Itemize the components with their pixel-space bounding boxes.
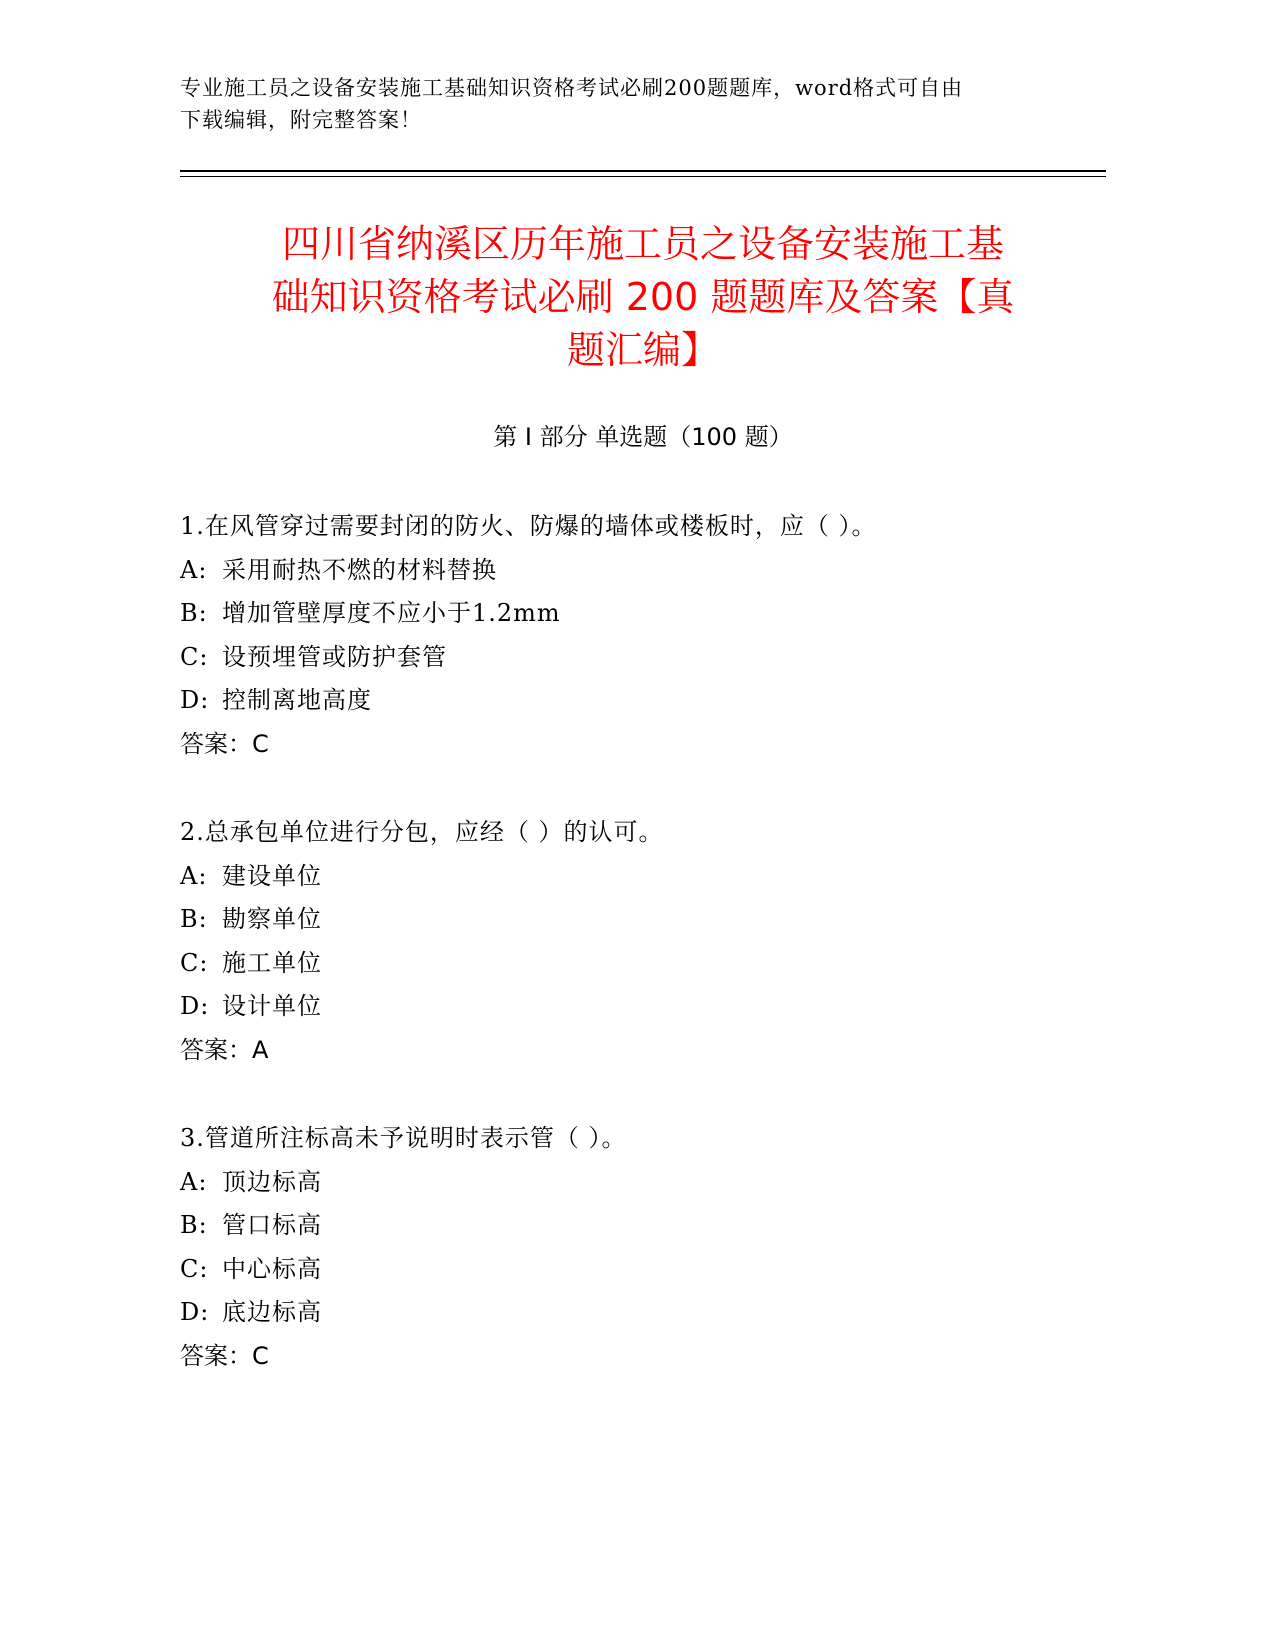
option-letter: D: [180, 992, 210, 1021]
option-letter: B: [180, 1211, 208, 1240]
document-title-line: 四川省纳溪区历年施工员之设备安装施工基 [281, 222, 1004, 266]
option-text: 中心标高 [222, 1254, 322, 1283]
answer-line: 答案：C [180, 729, 269, 758]
option-a [180, 1161, 1106, 1205]
question-item [180, 1117, 1106, 1379]
option-text: 设计单位 [222, 992, 322, 1021]
document-title-line: 题汇编】 [566, 328, 719, 372]
question-stem: 1.在风管穿过需要封闭的防火、防爆的墙体或楼板时，应（ ）。 [180, 512, 877, 540]
option-b [180, 592, 1106, 636]
answer-line: 答案：C [180, 1341, 269, 1370]
option-letter: D: [180, 1298, 210, 1327]
option-d [180, 1291, 1106, 1335]
option-text: 施工单位 [222, 948, 322, 977]
option-d [180, 679, 1106, 723]
option-letter: A: [180, 1167, 208, 1196]
option-text: 底边标高 [222, 1298, 322, 1327]
option-text: 控制离地高度 [222, 686, 372, 715]
question-stem: 3.管道所注标高未予说明时表示管（ ）。 [180, 1124, 627, 1152]
option-d [180, 985, 1106, 1029]
header-note-line: 专业施工员之设备安装施工基础知识资格考试必刷200题题库，word格式可自由 [180, 76, 964, 100]
option-text: 管口标高 [222, 1211, 322, 1240]
question-stem: 2.总承包单位进行分包，应经（ ）的认可。 [180, 818, 664, 846]
document-title-line: 础知识资格考试必刷 200 题题库及答案【真 [271, 275, 1015, 319]
option-b [180, 1204, 1106, 1248]
option-text: 设预埋管或防护套管 [222, 642, 447, 671]
header-divider-thick [180, 170, 1106, 172]
option-letter: B: [180, 599, 208, 628]
option-letter: A: [180, 555, 208, 584]
option-letter: D: [180, 686, 210, 715]
option-c [180, 942, 1106, 986]
option-a [180, 855, 1106, 899]
option-text: 建设单位 [222, 861, 322, 890]
document-title [180, 218, 1106, 377]
header-note [180, 72, 1080, 136]
header-divider-thin [180, 176, 1106, 177]
option-letter: C: [180, 1254, 209, 1283]
option-c [180, 1248, 1106, 1292]
answer-line: 答案：A [180, 1035, 269, 1064]
option-c [180, 636, 1106, 680]
option-a [180, 549, 1106, 593]
option-text: 勘察单位 [222, 905, 322, 934]
question-item [180, 811, 1106, 1073]
option-text: 增加管壁厚度不应小于1.2mm [222, 599, 561, 628]
header-note-line: 下载编辑，附完整答案！ [180, 108, 422, 132]
option-text: 顶边标高 [222, 1167, 322, 1196]
option-letter: B: [180, 905, 208, 934]
option-text: 采用耐热不燃的材料替换 [222, 555, 497, 584]
question-item [180, 505, 1106, 767]
option-letter: C: [180, 948, 209, 977]
option-b [180, 898, 1106, 942]
option-letter: A: [180, 861, 208, 890]
section-title: 第 I 部分 单选题（100 题） [493, 423, 793, 451]
option-letter: C: [180, 642, 209, 671]
